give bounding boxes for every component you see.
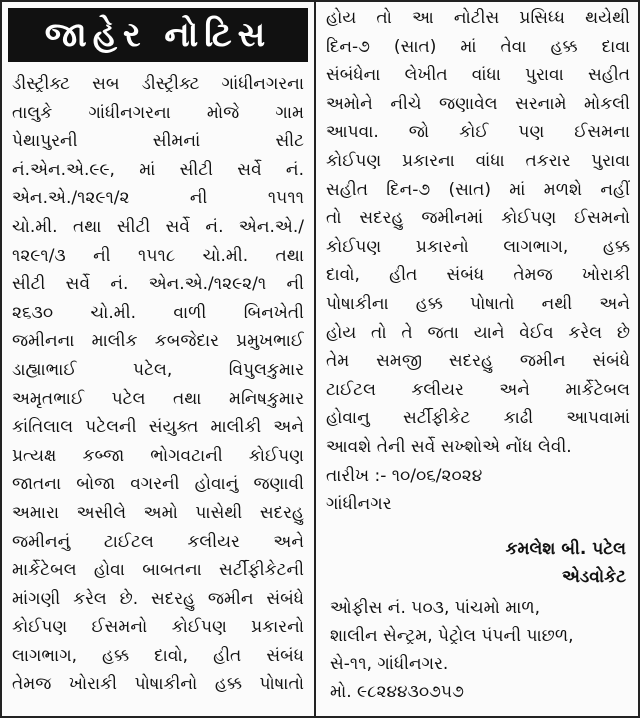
address-line: ઓફીસ નં. ૫૦૩, પાંચમો માળ,: [330, 598, 541, 618]
text-line: ડાહ્યાભાઈ પટેલ, વિપુલકુમાર: [12, 359, 304, 380]
text-line: જમીનના માલીક કબજેદાર પ્રમુખભાઈ: [12, 331, 304, 352]
text-line: તેમજ ખોરાકી પોષાકીનો હક્ક પોષાતો: [12, 674, 304, 695]
text-line: અમારા અસીલે અમો પાસેથી સદરહુ: [12, 502, 304, 523]
address-line: શાલીન સેન્ટ્રમ, પેટ્રોલ પંપની પાછળ,: [330, 626, 574, 646]
text-line: ૧૨૯૧/૩ ની ૧૫૧૮ ચો.મી. તથા: [12, 245, 304, 266]
text-line: દાવો, હીત સંબંધ તેમજ ખોરાકી: [326, 265, 630, 286]
signatory-title: એડવોકેટ: [561, 567, 626, 587]
text-line: ૨૬૩૦ ચો.મી. વાળી બિનખેતી: [12, 302, 304, 323]
address-line: સે-૧૧, ગાંધીનગર.: [330, 654, 449, 674]
signatory-name: કમલેશ બી. પટેલ: [505, 539, 626, 559]
text-line: નં.એન.એ.૯૯, માં સીટી સર્વે નં.: [12, 159, 304, 180]
text-line: આવશે તેની સર્વે સખ્શોએ નોંધ લેવી.: [326, 436, 572, 457]
phone-number: મો. ૯૮૨૪૪૩૦૭૫૭: [330, 682, 464, 702]
notice-body-right: [316, 2, 640, 519]
text-line: માંગણી કરેલ છે. સદરહુ જમીન સંબંધે: [12, 588, 304, 609]
text-line: તો સદરહુ જમીનમાં કોઈપણ ઈસમનો: [326, 208, 630, 229]
text-line: દિન-૭ (સાત) માં તેવા હક્ક દાવા: [326, 36, 630, 57]
text-line: પ્રત્યક્ષ કબ્જા ભોગવટાની કોઈપણ: [12, 445, 304, 466]
text-line: સંબંધેના લેખીત વાંધા પુરાવા સહીત: [326, 65, 630, 86]
text-line: કોઈપણ પ્રકારના વાંધા તકરાર પુરાવા: [326, 150, 630, 171]
text-line: હોય તો આ નોટીસ પ્રસિધ્ધ થયેથી: [326, 8, 630, 28]
signature-block: [505, 535, 626, 591]
text-line: અમૃતભાઈ પટેલ તથા મનિષકુમાર: [12, 388, 304, 409]
text-line: સીટી સર્વે નં. એન.એ./૧૨૯૨/૧ ની: [12, 274, 304, 295]
text-line: લાગભાગ, હક્ક દાવો, હીત સંબંધ: [12, 645, 304, 666]
text-line: ચો.મી. તથા સીટી સર્વે નં. એન.એ./: [12, 216, 304, 237]
address-block: [316, 594, 640, 706]
text-line: ડીસ્ટ્રીક્ટ સબ ડીસ્ટ્રીક્ટ ગાંધીનગરના: [12, 74, 304, 94]
left-column: [2, 2, 314, 716]
text-line: હોવાનુ સર્ટીફીકેટ કાઢી આપવામાં: [326, 408, 630, 429]
notice-title: જાહેર નોટિસ: [8, 8, 308, 62]
right-column: [314, 2, 640, 716]
text-line: તેમ સમજી સદરહુ જમીન સંબંધે: [326, 351, 630, 372]
notice-date: તારીખ :- ૧૦/૦૬/૨૦૨૪: [326, 465, 483, 486]
text-line: તાલુકે ગાંધીનગરના મોજે ગામ: [12, 102, 304, 123]
text-line: ટાઈટલ કલીયર અને માર્કેટેબલ: [326, 379, 630, 400]
text-line: કાંતિલાલ પટેલની સંયુક્ત માલીકી અને: [12, 417, 304, 438]
text-line: સહીત દિન-૭ (સાત) માં મળશે નહીં: [326, 179, 630, 200]
text-line: એન.એ./૧૨૯૧/૨ ની ૧૫૧૧: [12, 188, 304, 209]
text-line: આપવા. જો કોઈ પણ ઈસમના: [326, 122, 630, 143]
text-line: કોઈપણ ઈસમનો કોઈપણ પ્રકારનો: [12, 617, 304, 638]
text-line: કોઈપણ પ્રકારનો લાગભાગ, હક્ક: [326, 236, 630, 257]
text-line: અમોને નીચે જણાવેલ સરનામે મોકલી: [326, 93, 630, 114]
notice-place: ગાંધીનગર: [326, 494, 392, 515]
text-line: હોય તો તે જતા યાને વેઈવ કરેલ છે: [326, 322, 630, 343]
text-line: પોષાકીના હક્ક પોષાતો નથી અને: [326, 293, 630, 314]
notice-body-left: [2, 70, 314, 699]
text-line: જાતના બોજા વગરની હોવાનું જણાવી: [12, 474, 304, 495]
text-line: જમીનનું ટાઈટલ કલીયર અને: [12, 531, 304, 552]
text-line: માર્કેટેબલ હોવા બાબતના સર્ટીફીકેટની: [12, 560, 304, 581]
text-line: પેથાપુરની સીમનાં સીટ: [12, 131, 304, 152]
